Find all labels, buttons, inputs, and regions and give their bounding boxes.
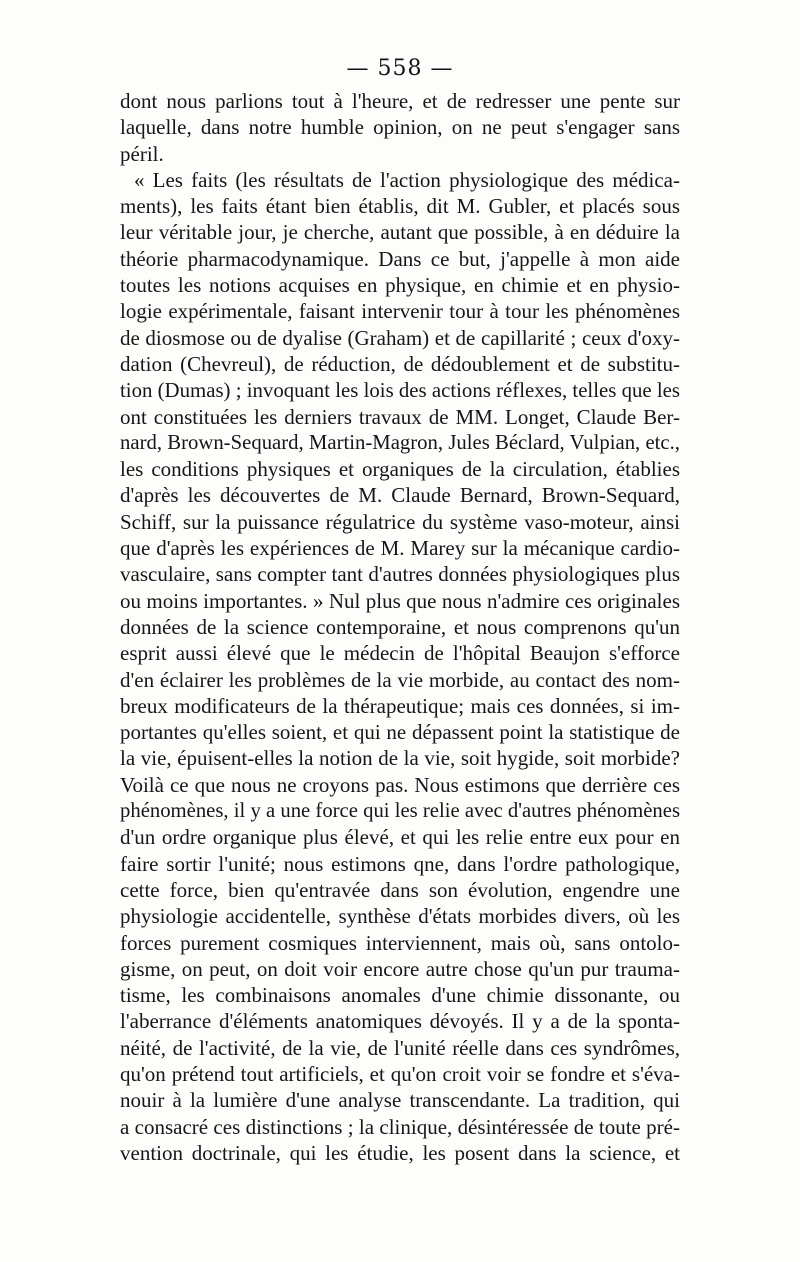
text-line: ments), les faits étant bien établis, dit M. Gubler, et placés sous	[120, 194, 680, 219]
text-line: tisme, les combinaisons anomales d'une chimie dissonante, ou	[120, 983, 680, 1008]
text-line: esprit aussi élevé que le médecin de l'hôpital Beaujon s'efforce	[120, 641, 680, 666]
text-line: gisme, on peut, on doit voir encore autre chose qu'un pur trauma-	[120, 956, 680, 981]
text-line: logie expérimentale, faisant intervenir tour à tour les phénomènes	[120, 299, 680, 324]
text-line: d'après les découvertes de M. Claude Bernard, Brown-Sequard,	[120, 483, 680, 508]
text-line: que d'après les expériences de M. Marey sur la mécanique cardio-	[120, 536, 680, 561]
text-line: phénomènes, il y a une force qui les relie avec d'autres phénomènes	[120, 800, 680, 823]
text-line: qu'on prétend tout artificiels, et qu'on croit voir se fondre et s'éva-	[120, 1061, 680, 1086]
text-line: nard, Brown-Sequard, Martin-Magron, Jules Béclard, Vulpian, etc.,	[120, 431, 680, 454]
text-line: péril.	[120, 141, 164, 166]
text-line: Schiff, sur la puissance régulatrice du système vaso-moteur, ainsi	[120, 509, 680, 534]
text-line: leur véritable jour, je cherche, autant que possible, à en déduire la	[120, 220, 680, 245]
text-line: ou moins importantes. » Nul plus que nous n'admire ces originales	[120, 588, 680, 613]
text-line: cette force, bien qu'entravée dans son évolution, engendre une	[120, 877, 680, 902]
text-line: l'aberrance d'éléments anatomiques dévoyés. Il y a de la sponta-	[120, 1009, 680, 1034]
text-line: d'un ordre organique plus élevé, et qui les relie entre eux pour en	[120, 825, 680, 850]
text-line: nouir à la lumière d'une analyse transcendante. La tradition, qui	[120, 1088, 680, 1113]
text-line: toutes les notions acquises en physique, en chimie et en physio-	[120, 273, 680, 298]
text-line: ont constituées les derniers travaux de MM. Longet, Claude Ber-	[120, 404, 680, 429]
page-number: — 558 —	[346, 56, 454, 81]
text-line: Voilà ce que nous ne croyons pas. Nous estimons que derrière ces	[120, 772, 680, 797]
text-line: de diosmose ou de dyalise (Graham) et de capillarité ; ceux d'oxy-	[120, 325, 680, 350]
body-text	[120, 88, 680, 1166]
text-line: laquelle, dans notre humble opinion, on ne peut s'engager sans	[120, 115, 680, 140]
text-line: breux modificateurs de la thérapeutique; mais ces données, si im-	[120, 693, 680, 718]
text-line: les conditions physiques et organiques de la circulation, établies	[120, 457, 680, 482]
text-line: « Les faits (les résultats de l'action physiologique des médica-	[134, 167, 680, 192]
text-line: physiologie accidentelle, synthèse d'états morbides divers, où les	[120, 904, 680, 929]
text-line: dont nous parlions tout à l'heure, et de redresser une pente sur	[120, 89, 680, 113]
text-line: néité, de l'activité, de la vie, de l'unité réelle dans ces syndrômes,	[120, 1035, 680, 1060]
text-line: faire sortir l'unité; nous estimons qne, dans l'ordre pathologique,	[120, 851, 680, 876]
text-line: dation (Chevreul), de réduction, de dédoublement et de substitu-	[120, 351, 680, 376]
text-line: la vie, épuisent-elles la notion de la vie, soit hygide, soit morbide?	[120, 746, 680, 771]
text-line: vention doctrinale, qui les étudie, les posent dans la science, et	[120, 1140, 680, 1165]
text-line: vasculaire, sans compter tant d'autres données physiologiques plus	[120, 562, 680, 587]
text-line: données de la science contemporaine, et nous comprenons qu'un	[120, 614, 680, 639]
text-line: portantes qu'elles soient, et qui ne dépassent point la statistique de	[120, 720, 680, 745]
text-line: d'en éclairer les problèmes de la vie morbide, au contact des nom-	[120, 667, 680, 692]
text-line: forces purement cosmiques interviennent, mais où, sans ontolo-	[120, 930, 680, 955]
text-line: tion (Dumas) ; invoquant les lois des actions réflexes, telles que les	[120, 378, 680, 403]
text-line: a consacré ces distinctions ; la clinique, désintéressée de toute pré-	[120, 1114, 680, 1139]
text-line: théorie pharmacodynamique. Dans ce but, j'appelle à mon aide	[120, 246, 680, 271]
